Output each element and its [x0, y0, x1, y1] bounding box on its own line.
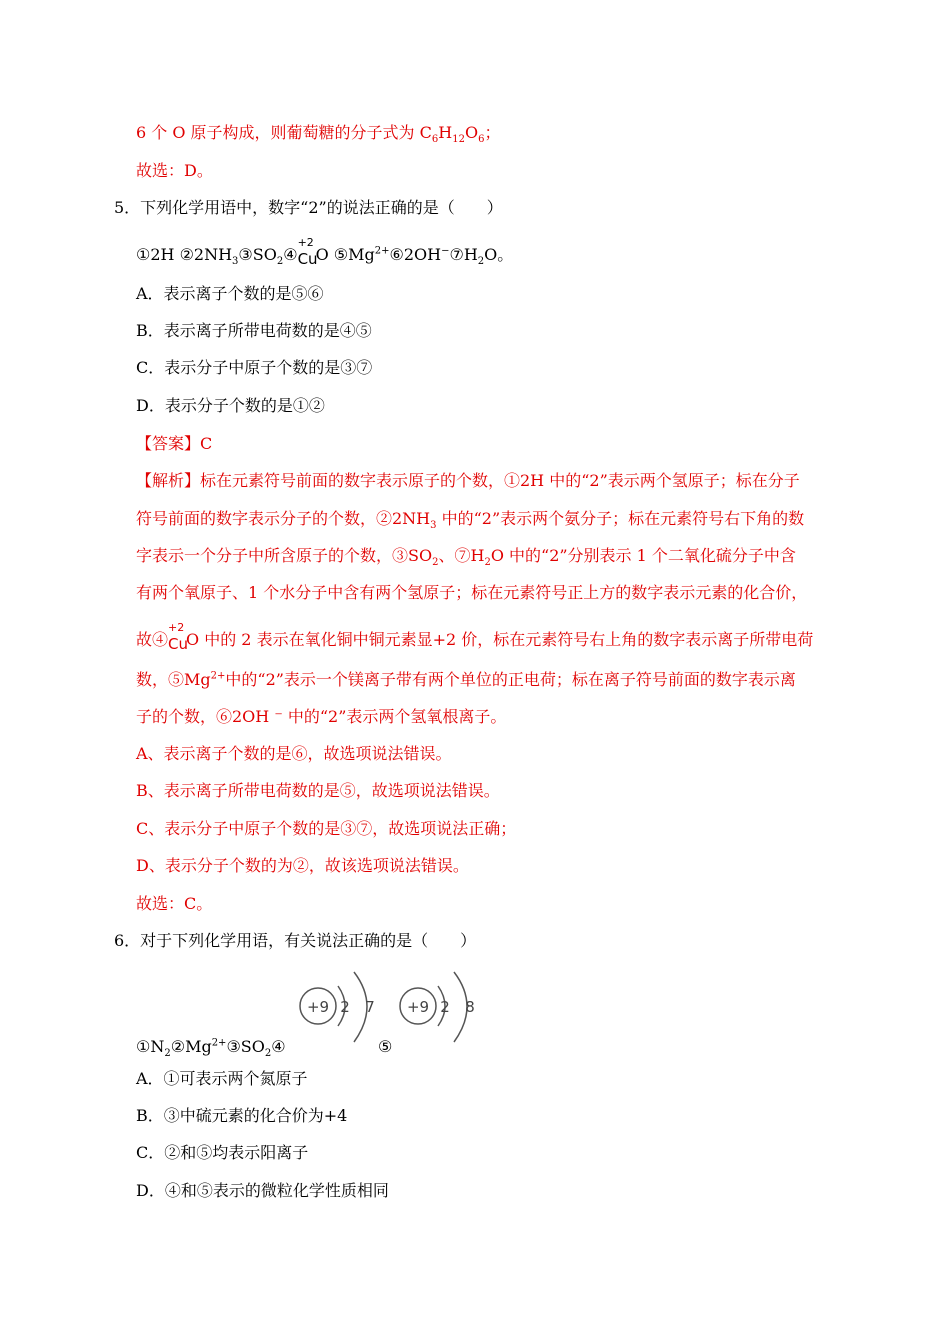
q5-analysis-line-3 [136, 545, 796, 567]
text: ①2H ②2NH [136, 245, 233, 264]
element-symbol: Cu [297, 250, 318, 268]
text: O 中的“2”分别表示 1 个二氧化硫分子中含 [490, 546, 796, 565]
superscript: − [441, 245, 450, 257]
subscript: 2 [164, 1048, 171, 1060]
q5-option-d: D．表示分子个数的是①② [136, 396, 325, 415]
prev-answer-line-2: 故选：D。 [136, 161, 213, 180]
text: 数，⑤Mg [136, 670, 211, 689]
q5-analysis-line-6 [136, 669, 796, 691]
subscript: 2 [264, 1048, 272, 1060]
q5-analysis-c: C、表示分子中原子个数的是③⑦，故选项说法正确； [136, 819, 517, 838]
q6-option-b: B．③中硫元素的化合价为+4 [136, 1106, 348, 1125]
shell2-count: 8 [465, 998, 475, 1016]
nucleus-charge: +9 [306, 998, 330, 1016]
text: O 中的 2 表示在氧化铜中铜元素显+2 价，标在元素符号右上角的数字表示离子所带电荷 [186, 630, 814, 649]
text: ④ [283, 245, 298, 264]
text: ①N [136, 1037, 165, 1056]
q5-analysis-line-2 [136, 508, 804, 530]
q5-analysis-a: A、表示离子个数的是⑥，故选项说法错误。 [136, 744, 452, 763]
q5-analysis-d: D、表示分子个数的为②，故该选项说法错误。 [136, 856, 469, 875]
q5-analysis-end: 故选：C。 [136, 894, 213, 913]
q5-analysis-line-1: 【解析】标在元素符号前面的数字表示原子的个数，①2H 中的“2”表示两个氢原子；标在分子 [136, 471, 800, 490]
q5-stem: 5．下列化学用语中，数字“2”的说法正确的是（ ） [114, 198, 503, 217]
q5-analysis-line-5 [136, 621, 814, 653]
valence-label: +2 [297, 236, 314, 249]
atom-structure-diagram-5 [396, 966, 486, 1048]
text: 字表示一个分子中所含原子的个数，③SO [136, 546, 433, 565]
shell2-count: 7 [365, 998, 375, 1016]
text: ④ [271, 1037, 286, 1056]
text: ②Mg [170, 1037, 212, 1056]
subscript: 2 [432, 557, 439, 569]
text: O。 [484, 245, 514, 264]
q5-analysis-line-4: 有两个氧原子、1 个水分子中含有两个氢原子；标在元素符号正上方的数字表示元素的化合价， [136, 583, 808, 602]
text: 、⑦H [438, 546, 485, 565]
subscript: 6 [431, 134, 439, 146]
cu-valence [297, 236, 318, 268]
nucleus-charge: +9 [406, 998, 430, 1016]
superscript: 2+ [374, 245, 390, 257]
text: ⑦H [449, 245, 478, 264]
text: ⑥2OH [389, 245, 442, 264]
subscript: 6 [478, 134, 485, 146]
q5-option-b: B．表示离子所带电荷数的是④⑤ [136, 321, 372, 340]
subscript: 3 [430, 520, 437, 532]
shell1-count: 2 [440, 998, 450, 1016]
shell1-count: 2 [340, 998, 350, 1016]
element-symbol: Cu [168, 635, 188, 653]
subscript: 12 [452, 134, 465, 146]
superscript: 2+ [210, 670, 226, 682]
q6-stem: 6．对于下列化学用语，有关说法正确的是（ ） [114, 931, 477, 950]
subscript: 2 [484, 557, 491, 569]
q6-option-c: C．②和⑤均表示阳离子 [136, 1143, 309, 1162]
q5-analysis-line-7: 子的个数，⑥2OH ⁻ 中的“2”表示两个氢氧根离子。 [136, 707, 507, 726]
q6-option-a: A．①可表示两个氮原子 [136, 1069, 308, 1088]
text: H [438, 123, 453, 142]
subscript: 2 [276, 256, 284, 268]
text: 中的“2”表示一个镁离子带有两个单位的正电荷；标在离子符号前面的数字表示离 [225, 670, 796, 689]
text: 符号前面的数字表示分子的个数，②2NH [136, 509, 431, 528]
prev-answer-line-1 [136, 122, 500, 144]
q5-option-a: A．表示离子个数的是⑤⑥ [136, 284, 324, 303]
q5-answer: 【答案】C [136, 434, 213, 453]
q5-option-c: C．表示分子中原子个数的是③⑦ [136, 358, 373, 377]
q6-option-d: D．④和⑤表示的微粒化学性质相同 [136, 1181, 389, 1200]
text: 6 个 O 原子构成，则葡萄糖的分子式为 C [136, 123, 432, 142]
cu-valence [168, 621, 188, 653]
subscript: 2 [477, 256, 485, 268]
text: O ⑤Mg [315, 245, 375, 264]
text: 中的“2”表示两个氨分子；标在元素符号右下角的数 [436, 509, 805, 528]
q6-formula [136, 1036, 286, 1058]
atom-structure-diagram-4 [296, 966, 386, 1048]
q5-analysis-b: B、表示离子所带电荷数的是⑤，故选项说法错误。 [136, 781, 500, 800]
text: ③SO [226, 1037, 265, 1056]
subscript: 3 [232, 256, 239, 268]
valence-label: +2 [168, 621, 185, 634]
q5-formula [136, 236, 514, 268]
text: 故④ [136, 630, 169, 649]
text: ③SO [238, 245, 277, 264]
superscript: 2+ [211, 1037, 227, 1049]
text: ； [484, 123, 501, 142]
text: O [464, 123, 479, 142]
q6-formula-item-5: ⑤ [378, 1037, 393, 1056]
